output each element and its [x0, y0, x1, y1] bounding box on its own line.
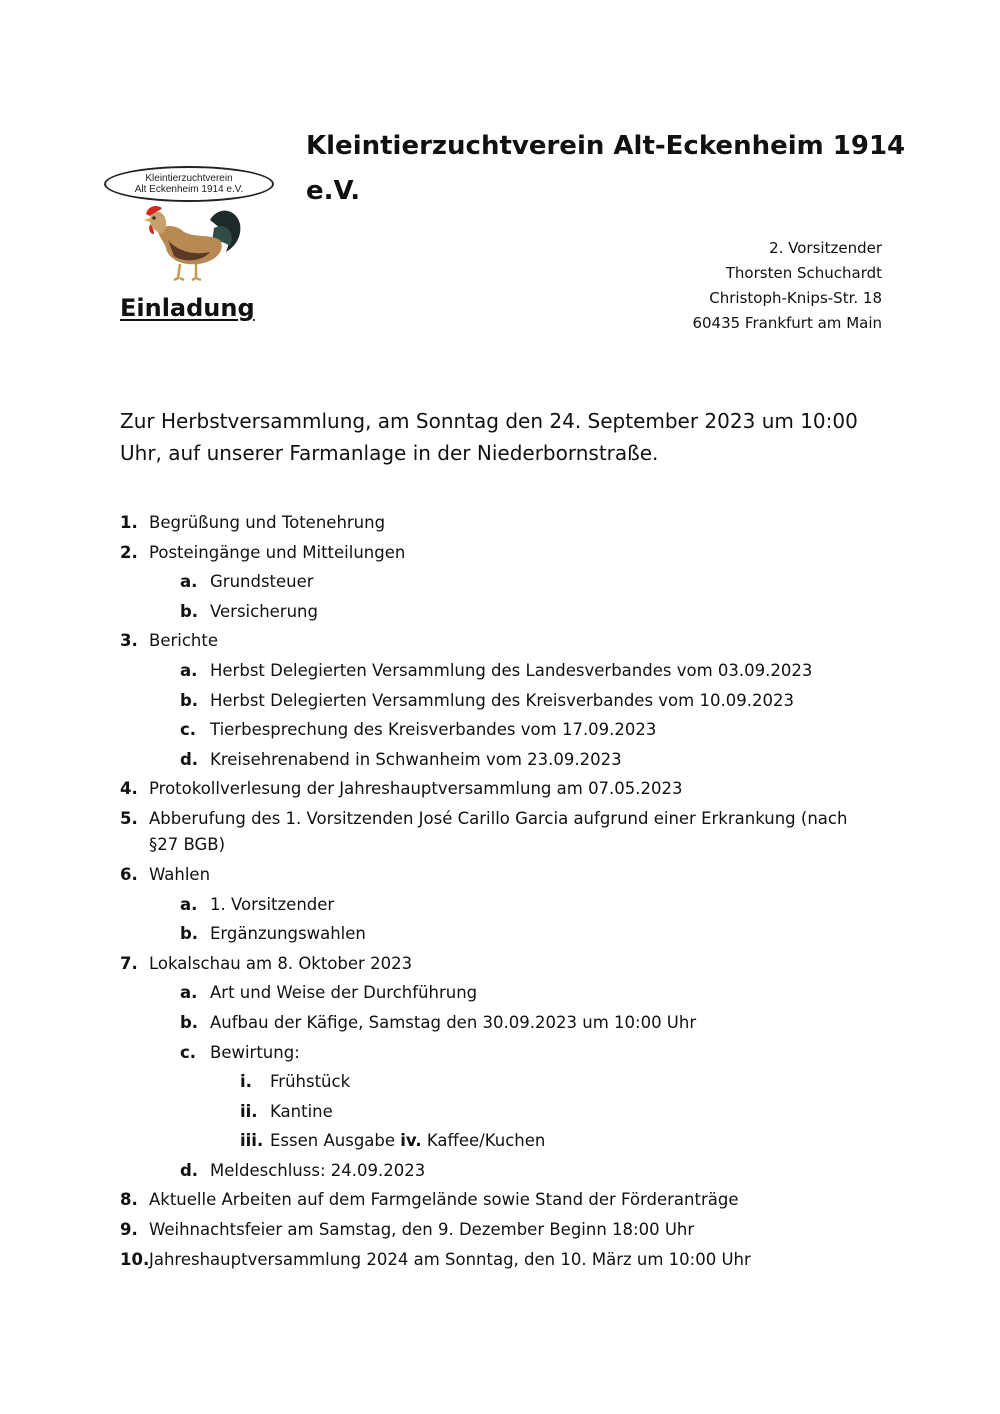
subitem-text: Versicherung [210, 601, 318, 621]
agenda-item [120, 626, 880, 774]
invitation-intro: Zur Herbstversammlung, am Sonntag den 24. September 2023 um 10:00 Uhr, auf unserer Farmanlage in der Niederbornstraße. [120, 409, 858, 465]
logo-oval [104, 166, 274, 202]
agenda-subitem [120, 597, 880, 627]
item-text: Posteingänge und Mitteilungen [149, 542, 406, 562]
item-text: Aktuelle Arbeiten auf dem Farmgelände sowie Stand der Förderanträge [149, 1190, 739, 1210]
sender-address [692, 236, 882, 336]
item-text: Berichte [149, 631, 218, 651]
agenda-item [120, 804, 880, 860]
subitem-text: Bewirtung: [210, 1042, 300, 1062]
agenda-subitem [120, 890, 880, 920]
subitem-text: Ergänzungswahlen [210, 924, 366, 944]
subitem-text: 1. Vorsitzender [210, 894, 335, 914]
subitem-letter: d. [180, 1160, 199, 1180]
agenda-list [120, 508, 880, 1274]
agenda-subitem [120, 656, 880, 686]
logo-line-2: Alt Eckenheim 1914 e.V. [134, 184, 244, 195]
subsubitem-text: Kantine [270, 1101, 333, 1121]
agenda-subitem [120, 715, 880, 745]
item-number: 2. [120, 542, 138, 562]
subsubitem-numeral: ii. [240, 1101, 258, 1121]
subitem-letter: a. [180, 894, 198, 914]
agenda-subitem [120, 745, 880, 775]
subitem-text: Meldeschluss: 24.09.2023 [210, 1160, 426, 1180]
subitem-letter: b. [180, 924, 199, 944]
agenda-item [120, 1245, 880, 1275]
subitem-letter: b. [180, 1012, 199, 1032]
subitem-letter: a. [180, 983, 198, 1003]
agenda-item [120, 508, 880, 538]
agenda-subitem [120, 919, 880, 949]
club-logo [104, 166, 280, 284]
subsubitem-text-part: Essen Ausgabe [270, 1131, 396, 1151]
address-name: Thorsten Schuchardt [725, 264, 882, 282]
subitem-text: Tierbesprechung des Kreisverbandes vom 17.09.2023 [210, 720, 657, 740]
agenda-subsubitem [120, 1097, 880, 1127]
document-heading: Einladung [120, 294, 255, 322]
agenda-item [120, 1215, 880, 1245]
subsubitem-numeral: i. [240, 1072, 252, 1092]
subitem-text: Herbst Delegierten Versammlung des Kreisverbandes vom 10.09.2023 [210, 690, 794, 710]
subitem-letter: b. [180, 601, 199, 621]
club-title: Kleintierzuchtverein Alt-Eckenheim 1914 e.V. [306, 131, 906, 206]
item-number: 6. [120, 864, 138, 884]
item-text: Protokollverlesung der Jahreshauptversammlung am 07.05.2023 [149, 779, 683, 799]
item-text: Begrüßung und Totenehrung [149, 513, 386, 532]
rooster-icon [140, 202, 244, 284]
subsubitem-numeral: iii. [240, 1131, 264, 1151]
item-number: 5. [120, 808, 138, 828]
subitem-letter: c. [180, 720, 197, 740]
inline-numeral: iv. [400, 1131, 422, 1151]
agenda-subitem [120, 1008, 880, 1038]
item-number: 9. [120, 1220, 138, 1240]
item-number: 10. [120, 1249, 150, 1269]
item-number: 3. [120, 631, 138, 651]
agenda-subitem [120, 978, 880, 1008]
agenda-item [120, 860, 880, 949]
subitem-text: Herbst Delegierten Versammlung des Landesverbandes vom 03.09.2023 [210, 660, 813, 680]
logo-line-1: Kleintierzuchtverein [145, 173, 233, 184]
agenda-item [120, 1185, 880, 1215]
agenda-subitem [120, 686, 880, 716]
agenda-subsubitem [120, 1126, 880, 1156]
item-text: Lokalschau am 8. Oktober 2023 [149, 953, 413, 973]
subsubitem-text [270, 1126, 880, 1156]
subsubitem-text: Frühstück [270, 1072, 351, 1092]
agenda-item [120, 538, 880, 627]
agenda-subitem [120, 567, 880, 597]
subitem-letter: a. [180, 660, 198, 680]
item-number: 8. [120, 1190, 138, 1210]
subitem-text: Art und Weise der Durchführung [210, 983, 478, 1003]
subitem-text: Grundsteuer [210, 572, 314, 592]
item-text: Weihnachtsfeier am Samstag, den 9. Dezember Beginn 18:00 Uhr [149, 1220, 695, 1240]
item-text: Wahlen [149, 864, 211, 884]
item-number: 4. [120, 779, 138, 799]
subitem-text: Aufbau der Käfige, Samstag den 30.09.2023 um 10:00 Uhr [210, 1012, 697, 1032]
item-number: 7. [120, 953, 138, 973]
subitem-letter: a. [180, 572, 198, 592]
agenda-subsubitem [120, 1067, 880, 1097]
address-role: 2. Vorsitzender [769, 239, 882, 257]
subitem-text: Kreisehrenabend in Schwanheim vom 23.09.2023 [210, 749, 622, 769]
agenda-item [120, 774, 880, 804]
subitem-letter: c. [180, 1042, 197, 1062]
subitem-letter: b. [180, 690, 199, 710]
subitem-letter: d. [180, 749, 199, 769]
address-city: 60435 Frankfurt am Main [692, 314, 882, 332]
agenda-subitem [120, 1038, 880, 1068]
agenda-item [120, 949, 880, 1186]
address-street: Christoph-Knips-Str. 18 [709, 289, 882, 307]
item-number: 1. [120, 513, 138, 532]
item-text: Abberufung des 1. Vorsitzenden José Carillo Garcia aufgrund einer Erkrankung (nach §27 BGB) [149, 808, 848, 854]
subsubitem-text-part: Kaffee/Kuchen [426, 1131, 546, 1151]
agenda-subitem [120, 1156, 880, 1186]
item-text: Jahreshauptversammlung 2024 am Sonntag, den 10. März um 10:00 Uhr [149, 1249, 751, 1269]
